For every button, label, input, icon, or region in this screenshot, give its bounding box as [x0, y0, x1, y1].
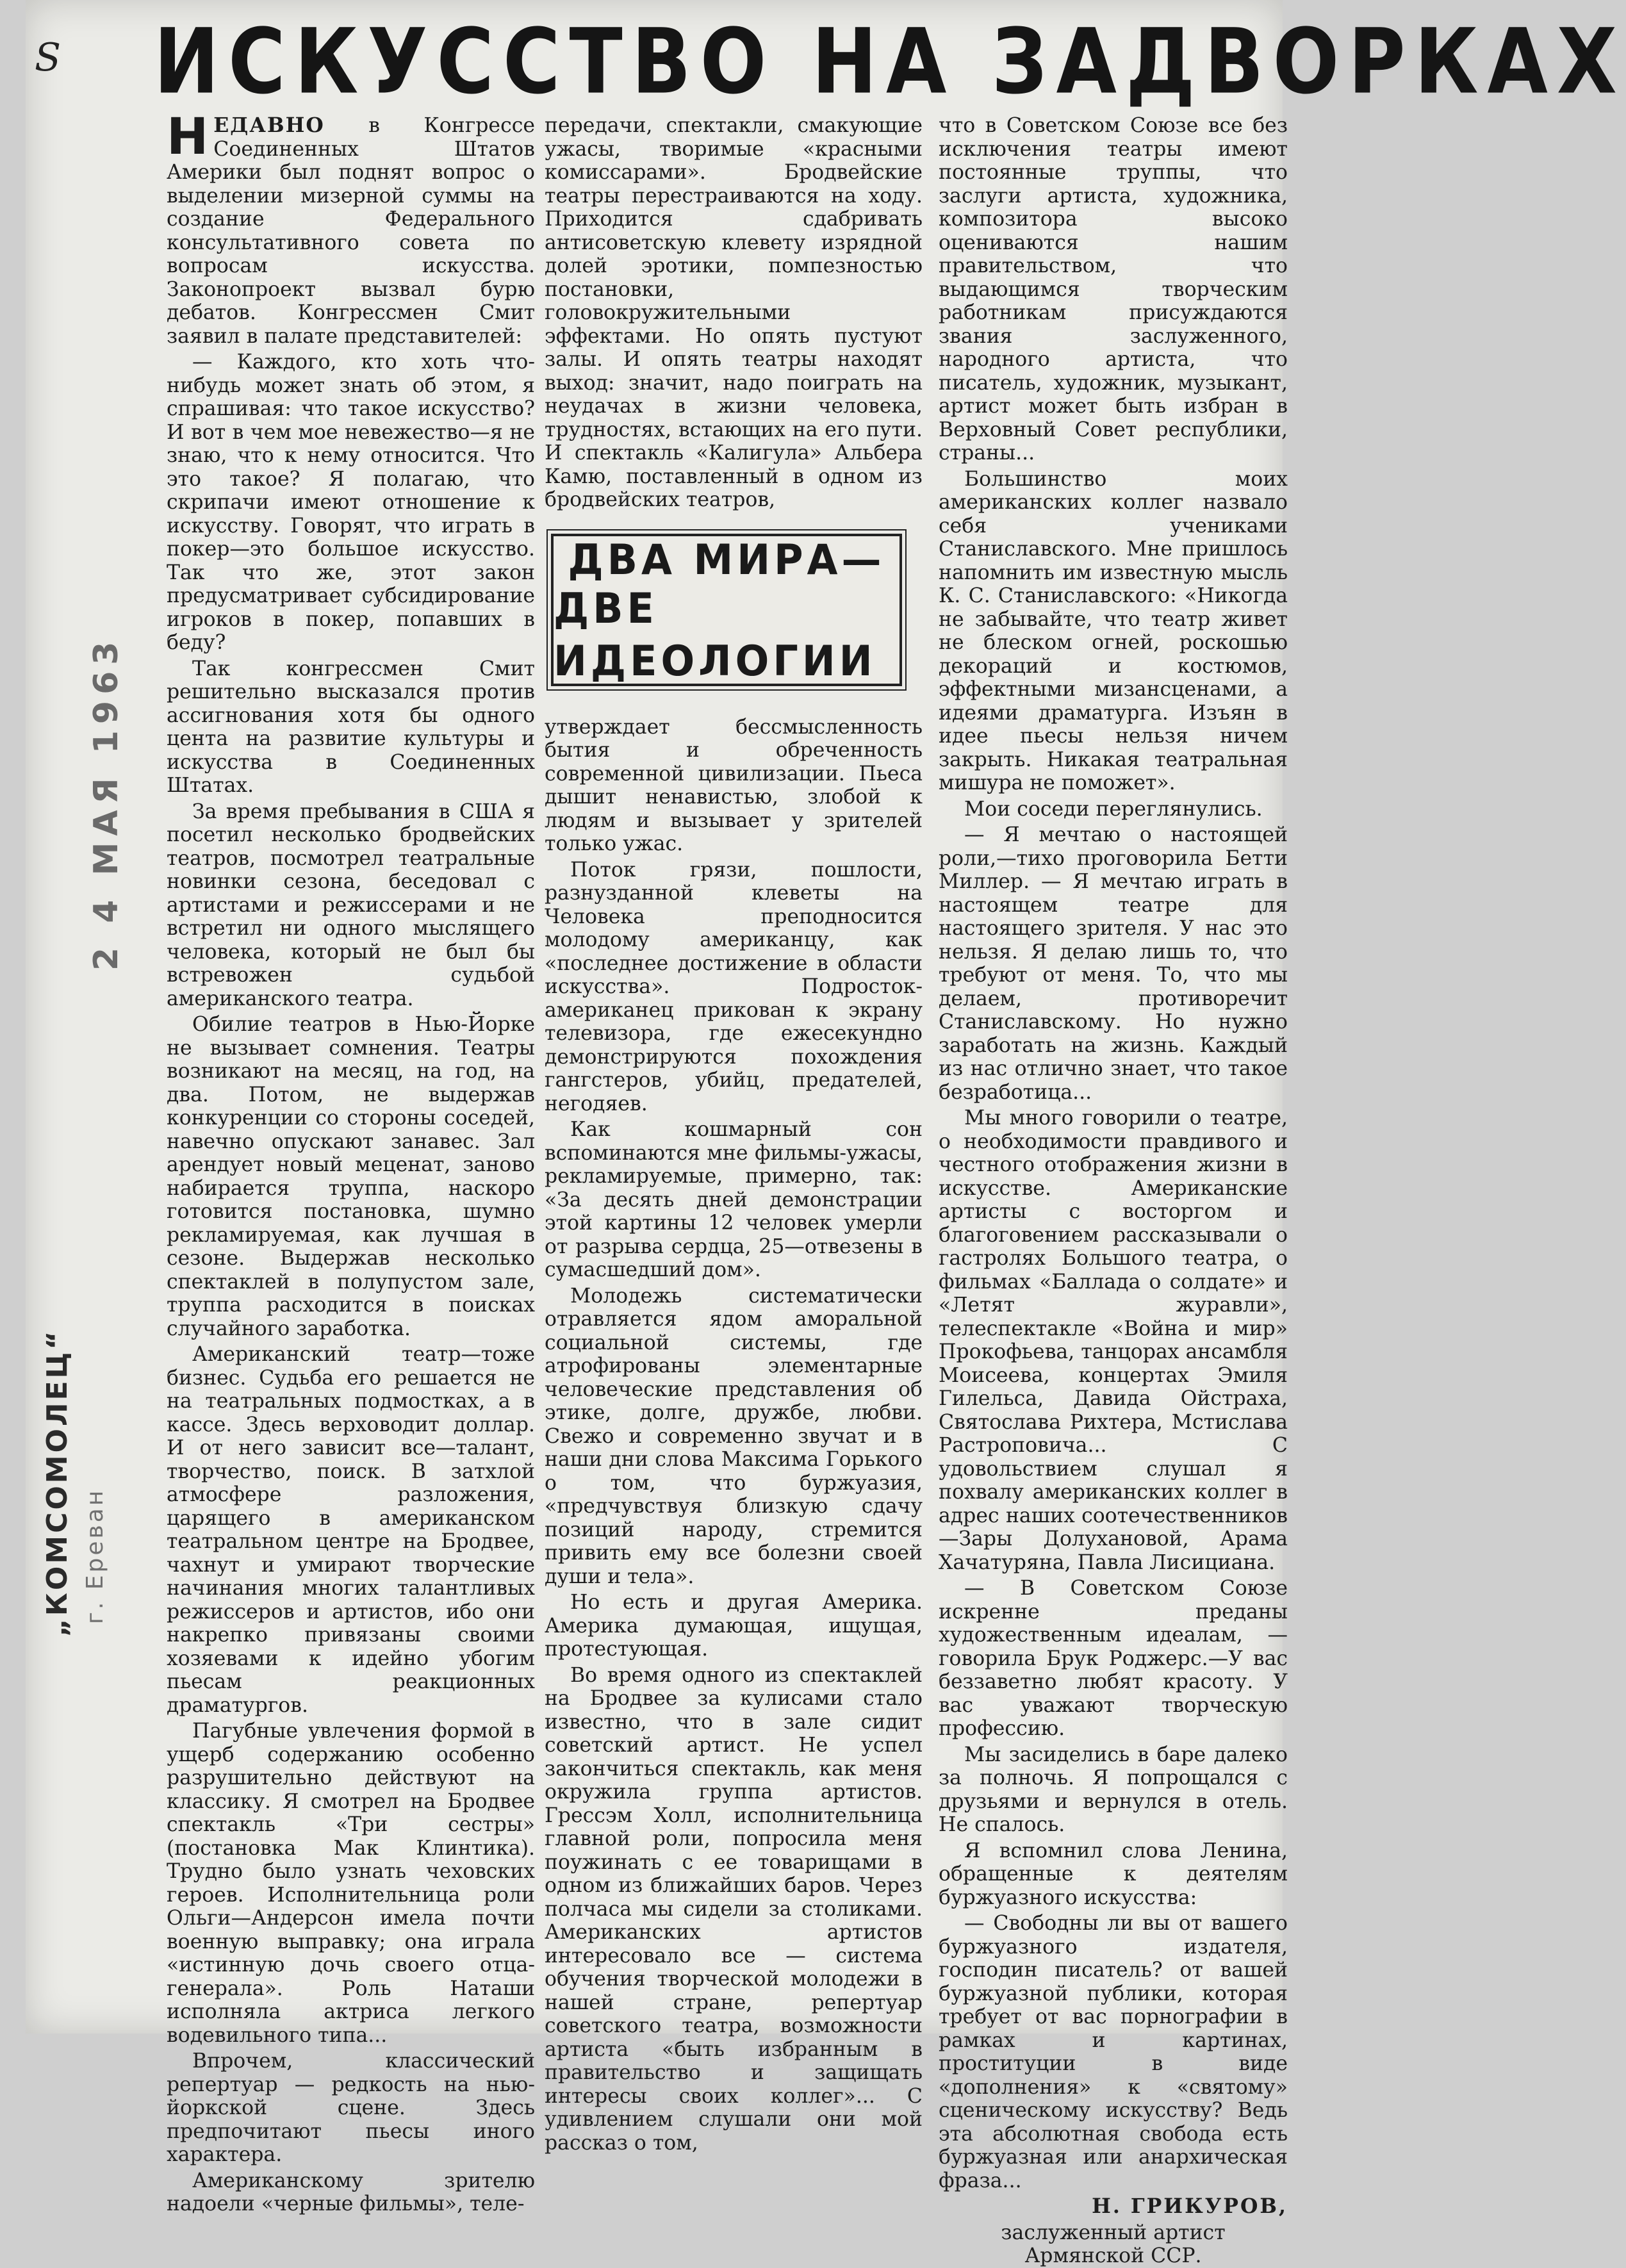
paragraph-text: в Конгрессе Соединенных Штатов Америки был поднят вопрос о выделении мизерной суммы на создание Федерального консультативного совета по вопросам искусства. Законопроект вызвал бурю дебатов. Конгрессмен Смит заявил в палате представителей: — [167, 114, 535, 348]
paragraph: Во время одного из спектаклей на Бродвее за кулисами стало известно, что в зале сидит советский артист. Не успел закончиться спектакль, как меня окружила группа артистов. Грессэм Холл, исполнительница главной роли, попросила меня поужинать с ее товарищами в одном из ближайших баров. Через полчаса мы сидели за столиками. Американских артистов интересовало все — система обучения творческой молодежи в нашей стране, репертуар советского театра, возможности артиста «быть избранным в правительство и защищать интересы своих коллег»... С удивлением слушали они мой рассказ о том, — [545, 1663, 923, 2155]
article-column-1 — [167, 108, 535, 2215]
paragraph: — Свободны ли вы от вашего буржуазного издателя, господин писатель? от вашей буржуазной публики, которая требует от вас порнографии в рамках и картинах, проституции в виде «дополнения» к «святому» сценическому искусству? Ведь эта абсолютная свобода есть буржуазная или анархическая фраза... — [939, 1912, 1288, 2192]
paragraph: Молодежь систематически отравляется ядом аморальной социальной системы, где атрофированы элементарные человеческие представления об этике, долге, дружбе, любви. Свежо и современно звучат и в наши дни слова Максима Горького о том, что буржуазия, «предчувствуя близкую сдачу позиций народу, стремится привить ему все болезни своей души и тела». — [545, 1284, 923, 1588]
date-stamp: 2 4 МАЯ 1963 — [87, 635, 126, 971]
subheading-line-1: ДВА МИРА— — [568, 534, 885, 584]
paragraph: что в Советском Союзе все без исключения театры имеют постоянные труппы, что заслуги артиста, художника, композитора высоко оцениваются нашим правительством, что выдающимся творческим работникам присуждаются звания заслуженного, народного артиста, что писатель, художник, музыкант, артист может быть избран в Верховный Совет республики, страны... — [939, 114, 1288, 464]
paragraph: Так конгрессмен Смит решительно высказался против ассигнования хотя бы одного цента на развитие культуры и искусства в Соединенных Штатах. — [167, 657, 535, 797]
article-column-3 — [939, 114, 1288, 2267]
lead-caps: ЕДАВНО — [213, 113, 325, 137]
subheading-box — [545, 534, 923, 694]
paragraph: Как кошмарный сон вспоминаются мне фильмы-ужасы, рекламируемые, примерно, так: «За десять дней демонстрации этой картины 12 человек умерли от разрыва сердца, 25—отвезены в сумасшедший дом». — [545, 1118, 923, 1281]
drop-cap: Н — [167, 108, 209, 166]
author-name: Н. ГРИКУРОВ, — [1092, 2194, 1288, 2218]
paragraph: Я вспомнил слова Ленина, обращенные к деятелям буржуазного искусства: — [939, 1839, 1288, 1909]
paragraph: Пагубные увлечения формой в ущерб содержанию особенно разрушительно действуют на классику. Я смотрел на Бродвее спектакль «Три сестры» (постановка Мак Клинтика). Трудно было узнать чеховских героев. Исполнительница роли Ольги—Андерсон имела почти военную выправку; она играла «истинную дочь своего отца-генерала». Роль Наташи исполняла актриса легкого водевильного типа... — [167, 1720, 535, 2047]
paragraph: Американский театр—тоже бизнес. Судьба его решается не на театральных подмостках, а в кассе. Здесь верховодит доллар. И от него зависит все—талант, творчество, поиск. В затхлой атмосфере разложения, царящего в американском театральном центре на Бродвее, чахнут и умирают творческие начинания многих талантливых режиссеров и артистов, ибо они накрепко привязаны своими хозяевами к идейно убогим пьесам реакционных драматургов. — [167, 1343, 535, 1717]
paragraph: — Я мечтаю о настоящей роли,—тихо проговорила Бетти Миллер. — Я мечтаю играть в настоящем театре для настоящего зрителя. У нас это нельзя. Я делаю лишь то, что требуют от меня. То, что мы делаем, противоречит Станиславскому. Но нужно заработать на жизнь. Каждый из нас отлично знает, что такое безработица... — [939, 823, 1288, 1104]
article-column-2 — [545, 114, 923, 2155]
lead-paragraph — [167, 108, 535, 348]
subheading-line-2: ДВЕ ИДЕОЛОГИИ — [554, 583, 876, 686]
paragraph: Но есть и другая Америка. Америка думающая, ищущая, протестующая. — [545, 1591, 923, 1661]
paragraph: Мои соседи переглянулись. — [964, 797, 1263, 821]
paragraph: утверждает бессмысленность бытия и обреченность современной цивилизации. Пьеса дышит ненавистью, злобой к людям и вызывает у зрителей только ужас. — [545, 715, 923, 855]
margin-pen-mark: S — [35, 35, 62, 80]
paragraph: передачи, спектакли, смакующие ужасы, творимые «красными комиссарами». Бродвейские театры перестраиваются на ходу. Приходится сдабривать антисоветскую клевету изрядной долей эротики, помпезностью постановки, головокружительными эффектами. Но опять пустуют залы. И опять театры находят выход: значит, надо поиграть на неудачах в жизни человека, трудностях, встающих на его пути. И спектакль «Калигула» Альбера Камю, поставленный в одном из бродвейских театров, — [545, 114, 923, 511]
paragraph: Американскому зрителю надоели «черные фильмы», теле- — [167, 2169, 535, 2215]
city-stamp: г. Ереван — [82, 1488, 108, 1624]
paragraph: — Каждого, кто хоть что-нибудь может знать об этом, я спрашивая: что такое искусство? И вот в чем мое невежество—я не знаю, что к нему относится. Что это такое? Я полагаю, что скрипачи имеют отношение к искусству. Говорят, что играть в покер—это большое искусство. Так что же, этот закон предусматривает субсидирование игроков в покер, попавших в беду? — [167, 350, 535, 654]
newspaper-name-stamp: „КОМСОМОЛЕЦ“ — [41, 1328, 74, 1637]
paragraph: За время пребывания в США я посетил несколько бродвейских театров, посмотрел театральные новинки сезона, беседовал с артистами и режиссерами и не встретил ни одного мыслящего человека, который не был бы встревожен судьбой американского театра. — [167, 800, 535, 1010]
paragraph: Впрочем, классический репертуар — редкость на нью-йоркской сцене. Здесь предпочитают пьесы иного характера. — [167, 2050, 535, 2166]
paragraph: — В Советском Союзе искренне преданы художественным идеалам, — говорила Брук Роджерс.—У вас беззаветно любят красоту. У вас уважают творческую профессию. — [939, 1577, 1288, 1740]
subheading-frame — [551, 534, 902, 686]
paragraph: Обилие театров в Нью-Йорке не вызывает сомнения. Театры возникают на месяц, на год, на два. Потом, не выдержав конкуренции со стороны соседей, навечно опускают занавес. Зал арендует новый меценат, заново набирается труппа, наскоро готовится постановка, шумно рекламируемая, как лучшая в сезоне. Выдержав несколько спектаклей в полупустом зале, труппа расходится в поисках случайного заработка. — [167, 1013, 535, 1340]
author-title: заслуженный артист Армянской ССР. — [1001, 2221, 1226, 2267]
newspaper-clipping — [26, 0, 1626, 2267]
paragraph: Мы засиделись в баре далеко за полночь. Я попрощался с друзьями и вернулся в отель. Не спалось. — [939, 1743, 1288, 1836]
paragraph: Поток грязи, пошлости, разнузданной клеветы на Человека преподносится молодому американцу, как «последнее достижение в области искусства». Подросток-американец прикован к экрану телевизора, где ежесекундно демонстрируются похождения гангстеров, убийц, предателей, негодяев. — [545, 858, 923, 1115]
paragraph: Большинство моих американских коллег назвало себя учениками Станиславского. Мне пришлось напомнить им известную мысль К. С. Станиславского: «Никогда не забывайте, что театр живет не блеском огней, роскошью декораций и костюмов, эффектными мизансценами, а идеями драматурга. Изъян в идее пьесы нельзя ничем закрыть. Никакая театральная мишура не поможет». — [939, 467, 1288, 794]
paragraph: Мы много говорили о театре, о необходимости правдивого и честного отображения жизни в искусстве. Американские артисты с восторгом и благоговением рассказывали о гастролях Большого театра, о фильмах «Баллада о солдате» и «Летят журавли», телеспектакле «Война и мир» Прокофьева, танцорах ансамбля Моисеева, концертах Эмиля Гилельса, Давида Ойстраха, Святослава Рихтера, Мстислава Растроповича... С удовольствием слушал я похвалу американских коллег в адрес наших соотечественников—Зары Долухановой, Арама Хачатуряна, Павла Лисициана. — [939, 1106, 1288, 1574]
article-headline: ИСКУССТВО НА ЗАДВОРКАХ — [154, 9, 1626, 114]
